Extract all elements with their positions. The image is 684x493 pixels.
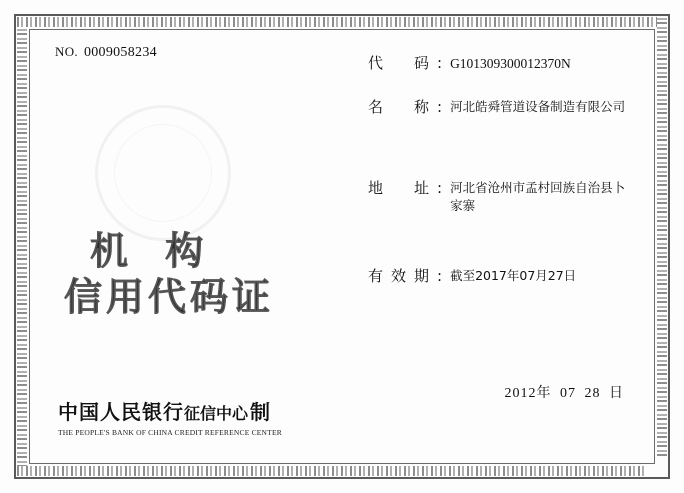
field-value-name: 河北皓舜管道设备制造有限公司 (450, 98, 626, 114)
field-label-validity: 有效期: (368, 266, 451, 285)
certificate-fields (368, 52, 630, 308)
issue-date-day: 28 (584, 386, 601, 401)
field-value-validity: 截至2017年07月27日 (450, 267, 577, 283)
certificate-title (64, 229, 314, 319)
field-label-name: 名 称: (368, 97, 451, 116)
issuer-english: THE PEOPLE'S BANK OF CHINA CREDIT REFERENCE CENTER (58, 428, 282, 437)
watermark-seal (95, 105, 231, 241)
field-row-name (368, 96, 630, 117)
issuer-center-name: 征信中心 (184, 404, 249, 423)
field-label-code: 代 码: (368, 54, 451, 72)
issuer-made-mark: 制 (250, 400, 272, 424)
document-number-value: 0009058234 (83, 45, 157, 60)
field-label-address: 地 址: (368, 178, 451, 197)
issuer-chinese (58, 396, 358, 425)
document-number (55, 44, 157, 61)
certificate-title-line-1: 机 构 (90, 229, 216, 273)
issue-date (503, 382, 627, 402)
document-number-label: NO. (55, 44, 78, 59)
field-row-address (368, 177, 630, 215)
issuer-bank-name: 中国人民银行 (58, 400, 184, 424)
issue-date-year: 2012年 (504, 386, 552, 401)
issue-date-month: 07 (560, 386, 576, 401)
field-value-address: 河北省沧州市孟村回族自治县卜家寨 (450, 179, 626, 213)
field-row-code (368, 52, 630, 74)
issuer-block (58, 396, 358, 437)
issue-date-day-unit: 日 (609, 386, 624, 401)
field-row-validity (368, 265, 630, 286)
field-value-code: G101309300012370N (450, 56, 571, 71)
certificate-title-line-2: 信用代码证 (64, 275, 275, 319)
